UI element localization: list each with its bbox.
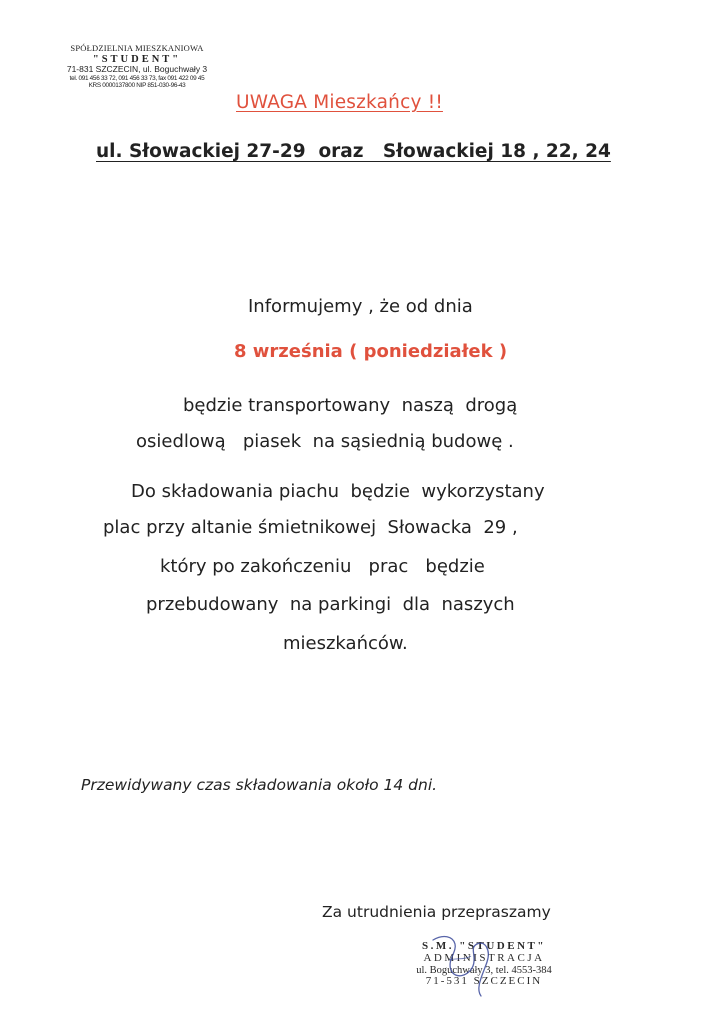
stamp-org-name: "STUDENT": [92, 53, 182, 65]
body-intro: Informujemy , że od dnia: [248, 296, 473, 317]
body-line-residents: mieszkańców.: [283, 633, 408, 654]
body-line-storage: Do składowania piachu będzie wykorzystany: [131, 481, 545, 502]
stamp-org-type: SPÓŁDZIELNIA MIESZKANIOWA: [70, 43, 204, 53]
apology-text: Za utrudnienia przepraszamy: [322, 903, 551, 921]
stamp-registry: KRS 0000137800 NIP 851-030-96-43: [88, 81, 186, 89]
administration-stamp: [394, 941, 574, 988]
stamp-address: 71-831 SZCZECIN, ul. Boguchwały 3: [66, 64, 208, 75]
cooperative-stamp: [48, 44, 226, 89]
admin-stamp-dept: ADMINISTRACJA: [423, 951, 545, 964]
storage-duration: Przewidywany czas składowania około 14 dni.: [81, 776, 438, 794]
body-line-sand: osiedlową piasek na sąsiednią budowę .: [136, 431, 514, 452]
admin-stamp-address: ul. Boguchwały 3, tel. 4553-384: [416, 964, 552, 976]
body-line-place: plac przy altanie śmietnikowej Słowacka 29 ,: [103, 517, 518, 538]
body-line-rebuild: przebudowany na parkingi dla naszych: [146, 594, 515, 615]
affected-addresses: ul. Słowackiej 27-29 oraz Słowackiej 18 , 22, 24: [96, 141, 611, 162]
start-date: 8 września ( poniedziałek ): [234, 341, 508, 362]
admin-stamp-name: S.M. "STUDENT": [422, 940, 546, 952]
notice-heading: [236, 92, 443, 113]
body-line-transport: będzie transportowany naszą drogą: [183, 395, 518, 416]
heading-text: UWAGA Mieszkańcy !!: [236, 92, 443, 113]
stamp-phone: tel. 091 456 33 72, 091 456 33 73, fax 091 422 09 45: [69, 74, 205, 82]
admin-stamp-city: 71-531 SZCZECIN: [425, 975, 543, 988]
body-line-after: który po zakończeniu prac będzie: [160, 556, 485, 577]
